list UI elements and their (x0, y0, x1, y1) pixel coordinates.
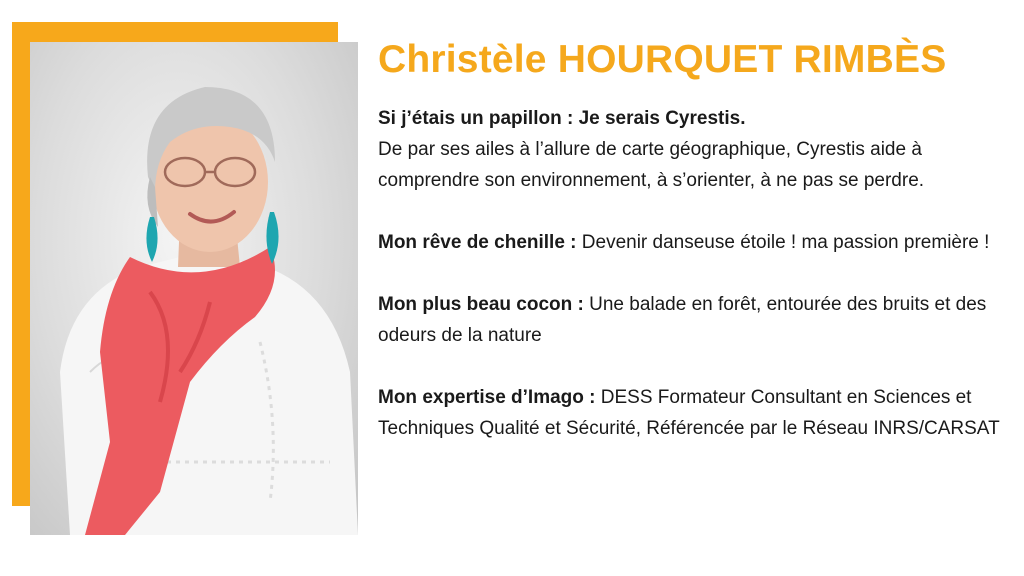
person-name: Christèle HOURQUET RIMBÈS (378, 38, 947, 81)
reve-paragraph (378, 227, 1008, 258)
expertise-text: DESS Formateur Consultant en Sciences et Techniques Qualité et Sécurité, Référencée par le Réseau INRS/CARSAT (378, 387, 1000, 439)
cocon-paragraph (378, 289, 1008, 351)
papillon-text: De par ses ailes à l’allure de carte géographique, Cyrestis aide à comprendre son environnement, à s’orienter, à ne pas se perdre. (378, 139, 925, 191)
portrait-photo (30, 42, 358, 535)
cocon-text: Une balade en forêt, entourée des bruits et des odeurs de la nature (378, 294, 987, 346)
cocon-label: Mon plus beau cocon : (378, 294, 584, 315)
papillon-heading: Si j’étais un papillon : Je serais Cyrestis. (378, 108, 746, 129)
expertise-label: Mon expertise d’Imago : (378, 387, 596, 408)
expertise-paragraph (378, 382, 1008, 444)
reve-text: Devenir danseuse étoile ! ma passion première ! (576, 232, 990, 253)
portrait-illustration (30, 42, 358, 535)
profile-text (378, 103, 1008, 444)
reve-label: Mon rêve de chenille : (378, 232, 577, 253)
